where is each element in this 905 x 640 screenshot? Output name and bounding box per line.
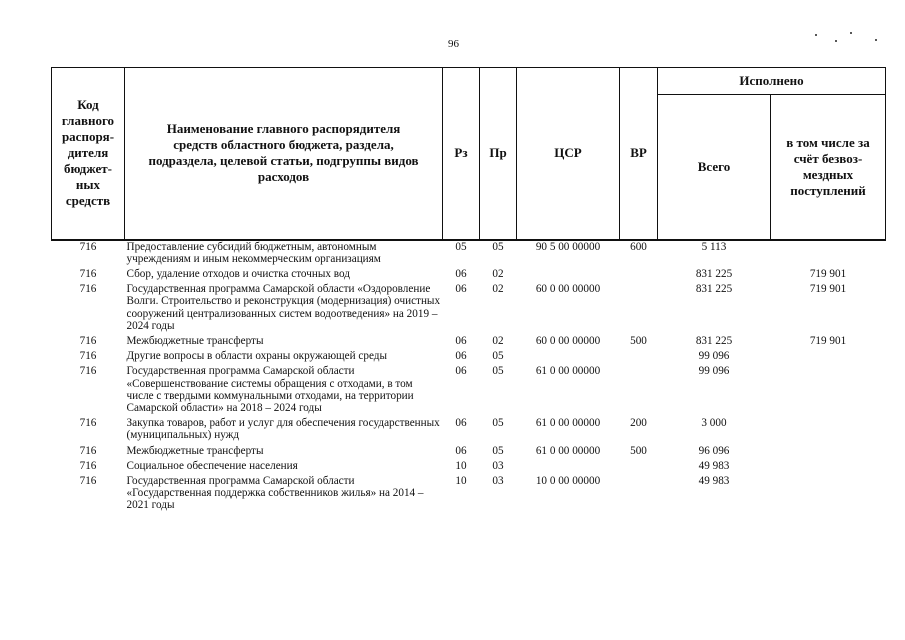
scan-specks xyxy=(815,28,885,44)
cell-name: Межбюджетные трансферты xyxy=(126,334,264,347)
cell-csr: 10 0 00 00000 xyxy=(535,474,601,487)
cell-csr: 90 5 00 00000 xyxy=(535,240,601,253)
cell-pr: 05 xyxy=(492,365,504,378)
header-csr: ЦСР xyxy=(517,68,620,240)
cell-vr xyxy=(620,350,658,365)
cell-name: Социальное обеспечение населения xyxy=(126,459,298,472)
cell-total: 831 225 xyxy=(695,267,733,280)
cell-csr: 61 0 00 00000 xyxy=(535,365,601,378)
cell-name: Межбюджетные трансферты xyxy=(126,444,264,457)
cell-total: 49 983 xyxy=(698,459,730,472)
cell-total: 3 000 xyxy=(701,417,727,430)
cell-name: Предоставление субсидий бюджетным, автономным учреждениям и иным некоммерческим организациям xyxy=(126,240,381,265)
cell-total: 831 225 xyxy=(695,283,733,296)
cell-name: Закупка товаров, работ и услуг для обеспечения государственных (муниципальных) нужд xyxy=(126,417,440,442)
table-row xyxy=(52,365,886,417)
cell-free: 719 901 xyxy=(809,334,847,347)
cell-name: Другие вопросы в области охраны окружающей среды xyxy=(126,350,388,363)
cell-free xyxy=(771,350,886,365)
header-executed: Исполнено xyxy=(658,68,886,95)
budget-table xyxy=(51,67,886,515)
cell-csr xyxy=(517,268,620,283)
cell-code: 716 xyxy=(79,350,97,363)
cell-rz: 06 xyxy=(455,417,467,430)
cell-rz: 10 xyxy=(455,474,467,487)
cell-free xyxy=(771,240,886,268)
cell-name: Сбор, удаление отходов и очистка сточных вод xyxy=(126,267,350,280)
cell-rz: 05 xyxy=(455,240,467,253)
cell-rz: 10 xyxy=(455,459,467,472)
cell-name: Государственная программа Самарской области «Оздоровление Волги. Строительство и реконструкция (модернизация) очистных сооружений централизованных систем водоотведения» на 2019 – 2024 годы xyxy=(126,283,441,332)
cell-vr xyxy=(620,283,658,335)
cell-free xyxy=(771,460,886,475)
cell-pr: 03 xyxy=(492,474,504,487)
cell-pr: 03 xyxy=(492,459,504,472)
header-rz: Рз xyxy=(443,68,480,240)
cell-csr xyxy=(517,460,620,475)
cell-csr: 61 0 00 00000 xyxy=(535,444,601,457)
cell-pr: 05 xyxy=(492,417,504,430)
table-row xyxy=(52,445,886,460)
cell-code: 716 xyxy=(79,417,97,430)
cell-rz: 06 xyxy=(455,283,467,296)
cell-code: 716 xyxy=(79,283,97,296)
cell-rz: 06 xyxy=(455,365,467,378)
cell-name: Государственная программа Самарской области «Совершенствование системы обращения с отходами, в том числе с твердыми коммунальными отходами, на территории Самарской области» на 2018 – 2024 годы xyxy=(126,365,414,414)
table-row xyxy=(52,268,886,283)
cell-free xyxy=(771,445,886,460)
cell-vr: 600 xyxy=(630,240,647,253)
cell-free: 719 901 xyxy=(809,283,847,296)
header-vr: ВР xyxy=(620,68,658,240)
cell-free xyxy=(771,475,886,515)
cell-vr: 500 xyxy=(630,334,647,347)
cell-csr: 61 0 00 00000 xyxy=(535,417,601,430)
cell-csr xyxy=(517,350,620,365)
cell-pr: 02 xyxy=(492,334,504,347)
cell-csr: 60 0 00 00000 xyxy=(535,334,601,347)
cell-code: 716 xyxy=(79,365,97,378)
table-header xyxy=(52,68,886,240)
table-row xyxy=(52,475,886,515)
cell-total: 99 096 xyxy=(698,365,730,378)
table-row xyxy=(52,460,886,475)
cell-code: 716 xyxy=(79,459,97,472)
cell-pr: 05 xyxy=(492,444,504,457)
cell-total: 96 096 xyxy=(698,444,730,457)
page-number: 96 xyxy=(448,38,459,50)
cell-pr: 02 xyxy=(492,267,504,280)
header-code: Код главного распоря-дителя бюджет-ных средств xyxy=(52,68,125,240)
table-row xyxy=(52,350,886,365)
cell-vr xyxy=(620,475,658,515)
cell-name: Государственная программа Самарской области «Государственная поддержка собственников жилья» на 2014 – 2021 годы xyxy=(126,474,424,512)
table-row xyxy=(52,283,886,335)
header-pr: Пр xyxy=(480,68,517,240)
cell-vr xyxy=(620,365,658,417)
cell-code: 716 xyxy=(79,240,97,253)
cell-total: 99 096 xyxy=(698,350,730,363)
cell-rz: 06 xyxy=(455,267,467,280)
cell-rz: 06 xyxy=(455,334,467,347)
cell-pr: 05 xyxy=(492,240,504,253)
header-free: в том числе за счёт безвоз-мездных поступлений xyxy=(771,95,886,240)
cell-rz: 06 xyxy=(455,444,467,457)
cell-total: 49 983 xyxy=(698,474,730,487)
header-name: Наименование главного распорядителя средств областного бюджета, раздела, подраздела, целевой статьи, подгруппы видов расходов xyxy=(125,68,443,240)
cell-vr xyxy=(620,460,658,475)
cell-rz: 06 xyxy=(455,350,467,363)
cell-pr: 02 xyxy=(492,283,504,296)
cell-vr: 200 xyxy=(630,417,647,430)
cell-total: 831 225 xyxy=(695,334,733,347)
cell-free xyxy=(771,417,886,444)
cell-csr: 60 0 00 00000 xyxy=(535,283,601,296)
cell-vr xyxy=(620,268,658,283)
cell-free xyxy=(771,365,886,417)
header-total: Всего xyxy=(658,95,771,240)
cell-vr: 500 xyxy=(630,444,647,457)
cell-free: 719 901 xyxy=(809,267,847,280)
cell-pr: 05 xyxy=(492,350,504,363)
table-row xyxy=(52,335,886,350)
table-row xyxy=(52,240,886,268)
table-body xyxy=(52,240,886,515)
cell-code: 716 xyxy=(79,334,97,347)
table-row xyxy=(52,417,886,444)
cell-code: 716 xyxy=(79,474,97,487)
cell-code: 716 xyxy=(79,444,97,457)
cell-code: 716 xyxy=(79,267,97,280)
cell-total: 5 113 xyxy=(701,240,727,253)
